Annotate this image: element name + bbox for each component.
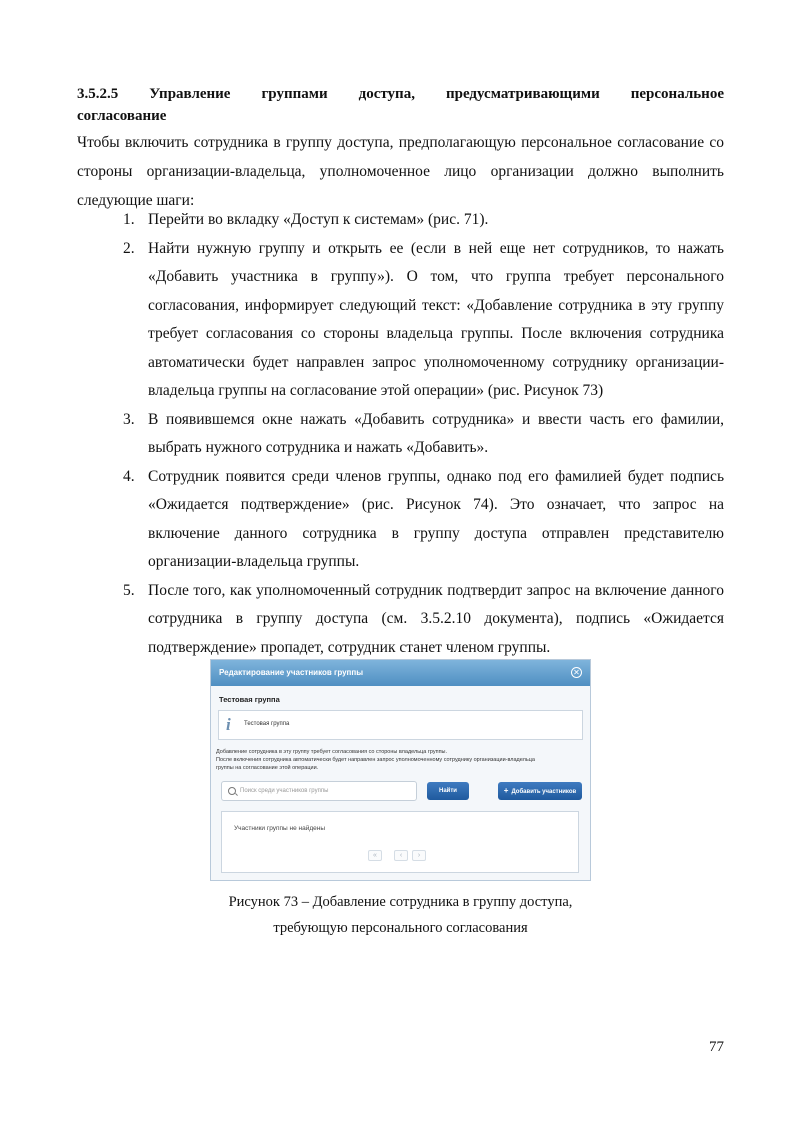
members-empty-text: Участники группы не найдены <box>234 825 326 832</box>
step-text: Найти нужную группу и открыть ее (если в ней еще нет сотрудников, то нажать <box>148 239 724 257</box>
find-button[interactable]: Найти <box>427 782 469 800</box>
close-icon[interactable]: ✕ <box>571 667 582 678</box>
notice-line: Добавление сотрудника в эту группу требует согласования со стороны владельца группы. <box>216 749 448 755</box>
step-text: данного сотрудника в группу доступа (см. 3.5.2.10 документа), подпись <box>148 581 725 627</box>
step-text: группу требует согласования со стороны владельца группы. После включения <box>148 296 724 342</box>
step-text: сотрудника автоматически будет направлен запрос уполномоченному сотруднику <box>148 325 724 371</box>
search-placeholder: Поиск среди участников группы <box>240 788 329 794</box>
list-item <box>77 463 724 577</box>
step-number: 2. <box>123 239 135 257</box>
members-list <box>221 811 579 873</box>
heading-line-2: согласование <box>77 108 167 124</box>
step-text: на включение данного сотрудника в группу доступа отправлен представителю <box>148 496 725 542</box>
info-text: Тестовая группа <box>244 721 290 727</box>
step-text: организации-владельца группы. <box>148 553 360 570</box>
caption-line: Рисунок 73 – Добавление сотрудника в группу доступа, <box>228 894 573 910</box>
approval-notice <box>216 748 586 772</box>
heading-word: предусматривающими <box>445 86 600 102</box>
step-text: выбрать нужного сотрудника и нажать «Добавить». <box>148 439 489 456</box>
dialog-header <box>211 660 590 686</box>
edit-members-dialog <box>210 659 591 881</box>
step-text: организации-владельца группы на согласование этой операции» (рис. Рисунок 73) <box>148 353 724 399</box>
step-text: «Ожидается подтверждение» пропадет, сотрудник станет членом группы. <box>148 610 724 656</box>
plus-icon: + <box>503 786 509 795</box>
step-number: 4. <box>123 467 135 485</box>
info-icon: i <box>226 715 231 734</box>
info-box <box>218 710 583 740</box>
intro-paragraph <box>77 128 724 215</box>
notice-line: После включения сотрудника автоматически будет направлен запрос уполномоченному сотруднику организации-владельца <box>216 757 535 763</box>
add-members-button[interactable] <box>498 782 582 800</box>
figure-caption <box>77 889 724 941</box>
heading-word: персональное <box>630 86 724 102</box>
step-number: 3. <box>123 410 135 428</box>
notice-line: группы на согласование этой операции. <box>216 765 319 771</box>
intro-line: выполнить следующие шаги: <box>77 163 724 209</box>
prev-page-button[interactable]: ‹ <box>394 850 408 861</box>
step-text: «Добавить участника в группу»). О том, что группа требует персонального <box>148 268 724 285</box>
add-members-label: Добавить участников <box>511 789 577 795</box>
search-input[interactable] <box>221 781 417 801</box>
step-text: После того, как уполномоченный сотрудник подтвердит запрос на включение <box>148 581 667 599</box>
step-text: подпись «Ожидается подтверждение» (рис. Рисунок 74). Это означает, что запрос <box>148 467 725 513</box>
list-item <box>77 577 724 663</box>
step-text: В появившемся окне нажать «Добавить сотрудника» и ввести часть его фамилии, <box>148 410 724 428</box>
caption-line: требующую персонального согласования <box>273 920 528 936</box>
step-number: 5. <box>123 581 135 599</box>
list-item <box>77 206 724 235</box>
next-page-button[interactable]: › <box>412 850 426 861</box>
step-number: 1. <box>123 211 135 228</box>
steps-list <box>77 206 724 662</box>
first-page-button[interactable]: « <box>368 850 382 861</box>
step-text: Перейти во вкладку «Доступ к системам» (рис. 71). <box>148 211 489 228</box>
intro-line: согласование со стороны организации-владельца, уполномоченное лицо организации должно <box>77 134 724 180</box>
heading-word: доступа, <box>358 86 415 102</box>
list-item <box>77 235 724 406</box>
section-heading <box>77 83 724 127</box>
pagination <box>368 850 426 861</box>
step-text: согласования, информирует следующий текст: «Добавление сотрудника в эту <box>148 296 673 314</box>
section-number: 3.5.2.5 <box>77 86 119 102</box>
page-number: 77 <box>709 1039 724 1055</box>
heading-word: группами <box>261 86 328 102</box>
group-name: Тестовая группа <box>219 695 280 704</box>
heading-word: Управление <box>149 86 231 102</box>
dialog-title: Редактирование участников группы <box>219 668 364 677</box>
intro-line: Чтобы включить сотрудника в группу доступа, предполагающую персональное <box>77 134 612 151</box>
list-item <box>77 406 724 463</box>
step-text: Сотрудник появится среди членов группы, однако под его фамилией будет <box>148 467 664 485</box>
search-icon <box>228 787 236 795</box>
